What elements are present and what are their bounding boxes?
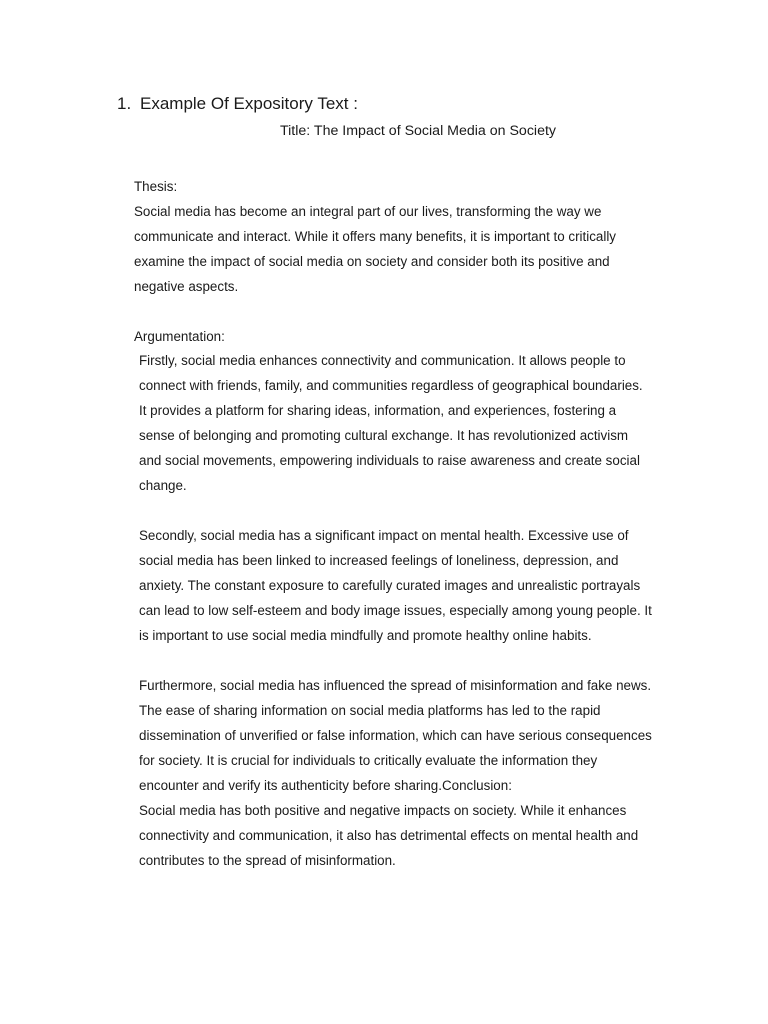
argument-paragraph-2 [139, 523, 652, 648]
paragraph-line: Firstly, social media enhances connectivity and communication. It allows people to [139, 353, 626, 368]
argumentation-label: Argumentation: [134, 329, 225, 344]
thesis-section [134, 174, 616, 299]
paragraph-line: for society. It is crucial for individuals to critically evaluate the information they [139, 753, 598, 768]
document-title: Title: The Impact of Social Media on Society [280, 123, 556, 139]
conclusion-line: contributes to the spread of misinformation. [139, 853, 396, 868]
paragraph-line: dissemination of unverified or false information, which can have serious consequences [139, 728, 652, 743]
paragraph-line: The ease of sharing information on social media platforms has led to the rapid [139, 703, 601, 718]
paragraph-line: can lead to low self-esteem and body image issues, especially among young people. It [139, 603, 652, 618]
argument-paragraph-3 [139, 673, 652, 873]
thesis-line: examine the impact of social media on society and consider both its positive and [134, 254, 610, 269]
argumentation-label-block [134, 324, 225, 349]
paragraph-line: change. [139, 478, 187, 493]
paragraph-line: connect with friends, family, and communities regardless of geographical boundaries. [139, 378, 643, 393]
paragraph-line: anxiety. The constant exposure to carefully curated images and unrealistic portrayals [139, 578, 641, 593]
paragraph-line: encounter and verify its authenticity before sharing.Conclusion: [139, 778, 512, 793]
conclusion-line: connectivity and communication, it also has detrimental effects on mental health and [139, 828, 639, 843]
paragraph-line: social media has been linked to increased feelings of loneliness, depression, and [139, 553, 619, 568]
paragraph-line: is important to use social media mindfully and promote healthy online habits. [139, 628, 592, 643]
thesis-line: communicate and interact. While it offers many benefits, it is important to critically [134, 229, 617, 244]
paragraph-line: and social movements, empowering individuals to raise awareness and create social [139, 453, 640, 468]
thesis-line: Social media has become an integral part of our lives, transforming the way we [134, 204, 602, 219]
paragraph-line: Secondly, social media has a significant impact on mental health. Excessive use of [139, 528, 629, 543]
thesis-line: negative aspects. [134, 279, 239, 294]
paragraph-line: It provides a platform for sharing ideas, information, and experiences, fostering a [139, 403, 617, 418]
paragraph-line: sense of belonging and promoting cultural exchange. It has revolutionized activism [139, 428, 629, 443]
section-heading-text: Example Of Expository Text : [140, 94, 358, 113]
conclusion-line: Social media has both positive and negative impacts on society. While it enhances [139, 803, 627, 818]
paragraph-line: Furthermore, social media has influenced the spread of misinformation and fake news. [139, 678, 652, 693]
section-number: 1. [117, 94, 132, 113]
thesis-label: Thesis: [134, 179, 178, 194]
argument-paragraph-1 [139, 348, 643, 498]
section-heading [117, 92, 358, 116]
